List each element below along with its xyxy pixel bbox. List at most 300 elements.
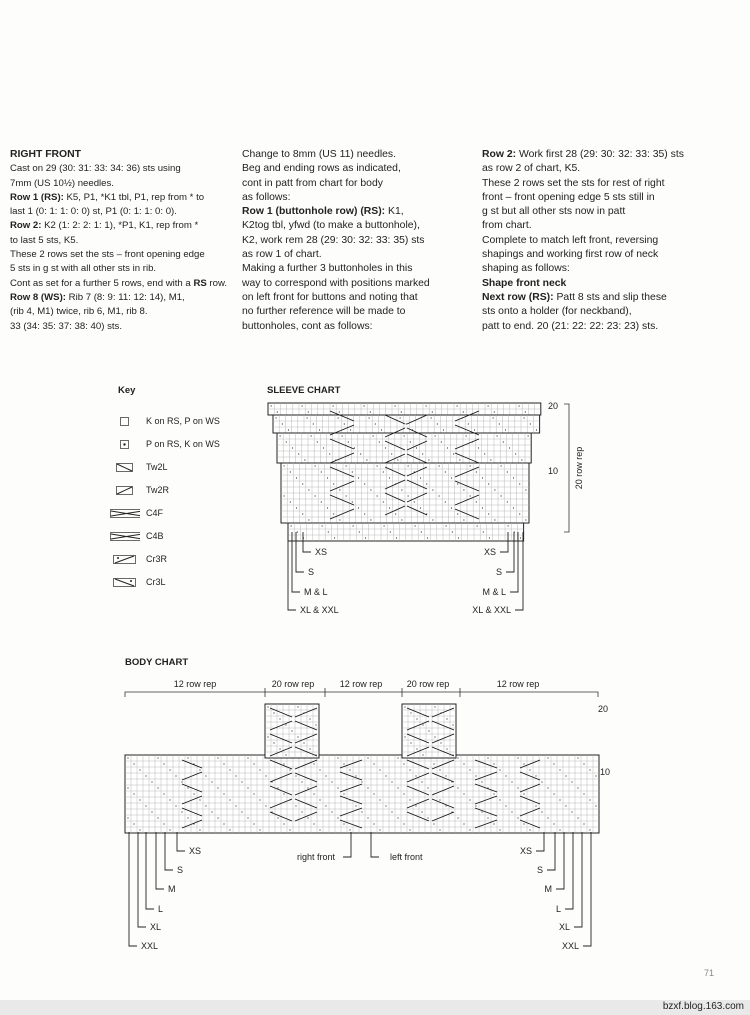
watermark: bzxf.blog.163.com	[662, 1001, 744, 1012]
purl-dot	[395, 405, 396, 406]
purl-dot	[296, 507, 297, 508]
purl-dot	[553, 793, 554, 794]
purl-dot	[469, 769, 470, 770]
purl-dot	[439, 495, 440, 496]
purl-dot	[397, 787, 398, 788]
purl-dot	[511, 811, 512, 812]
purl-dot	[151, 811, 152, 812]
purl-dot	[355, 805, 356, 806]
cable-stroke	[295, 812, 317, 821]
purl-dot	[403, 793, 404, 794]
purl-dot	[370, 519, 371, 520]
cable-stroke	[340, 784, 362, 792]
purl-dot	[377, 465, 378, 466]
purl-dot	[595, 805, 596, 806]
purl-dot	[391, 811, 392, 812]
purl-dot	[379, 441, 380, 442]
instruction-text: sts onto a holder (for neckband),	[482, 306, 632, 318]
purl-dot	[395, 483, 396, 484]
purl-dot	[426, 513, 427, 514]
purl-dot	[358, 507, 359, 508]
purl-dot	[349, 769, 350, 770]
purl-dot	[289, 799, 290, 800]
size-label: M & L	[482, 587, 506, 597]
purl-dot	[521, 459, 522, 460]
instruction-text: Cont as set for a further 5 rows, end with a	[10, 277, 194, 289]
cr3l-icon	[110, 578, 140, 587]
purl-dot	[133, 763, 134, 764]
key-label: Cr3R	[146, 554, 168, 564]
purl-dot	[517, 817, 518, 818]
purl-dot	[145, 775, 146, 776]
cable-stroke	[432, 799, 454, 808]
instruction-text: front – front opening edge 5 sts still in	[482, 191, 655, 203]
size-pointer	[510, 532, 518, 592]
purl-dot	[377, 495, 378, 496]
cable-stroke	[340, 796, 362, 804]
purl-dot	[383, 501, 384, 502]
purl-dot	[470, 465, 471, 466]
instruction-text: g st but all other sts now in patt	[482, 206, 626, 218]
purl-dot	[289, 829, 290, 830]
purl-dot	[517, 787, 518, 788]
cable-stroke	[270, 799, 292, 808]
cable-stroke	[340, 820, 362, 828]
purl-dot	[187, 757, 188, 758]
purl-dot	[494, 411, 495, 412]
purl-dot	[474, 429, 475, 430]
row-label: 20	[598, 704, 609, 714]
purl-dot	[589, 799, 590, 800]
body-chart-title: BODY CHART	[125, 657, 189, 668]
purl-dot	[383, 471, 384, 472]
purl-dot	[571, 811, 572, 812]
instruction-line	[242, 148, 462, 162]
purl-dot	[163, 823, 164, 824]
purl-dot	[193, 763, 194, 764]
instruction-line	[482, 205, 704, 219]
purl-dot	[282, 423, 283, 424]
cable-stroke	[432, 708, 454, 717]
purl-dot	[595, 775, 596, 776]
purl-dot	[304, 459, 305, 460]
purl-dot	[259, 799, 260, 800]
size-pointer	[146, 832, 154, 909]
purl-dot	[482, 477, 483, 478]
cable-stroke	[407, 708, 429, 717]
purl-dot	[547, 817, 548, 818]
purl-dot	[385, 775, 386, 776]
purl-dot	[283, 793, 284, 794]
cable-stroke	[407, 428, 427, 437]
cable-stroke	[295, 747, 317, 756]
purl-dot	[277, 411, 278, 412]
instruction-line	[10, 219, 236, 233]
size-label: S	[536, 865, 543, 875]
purl-dot	[315, 724, 316, 725]
purl-dot	[333, 513, 334, 514]
instruction-line	[482, 248, 704, 262]
purl-dot	[445, 805, 446, 806]
size-pointer	[371, 832, 379, 857]
purl-dot	[181, 811, 182, 812]
cable-stroke	[432, 760, 454, 769]
purl-dot	[501, 495, 502, 496]
purl-dot	[169, 829, 170, 830]
purl-dot	[339, 519, 340, 520]
purl-dot	[307, 757, 308, 758]
purl-dot	[478, 447, 479, 448]
purl-dot	[536, 429, 537, 430]
cable-stroke	[385, 441, 405, 450]
key-label: C4B	[146, 531, 164, 541]
instruction-text: to last 5 sts, K5.	[10, 234, 79, 246]
purl-dot	[499, 423, 500, 424]
purl-dot	[484, 453, 485, 454]
instruction-line	[242, 291, 462, 305]
purl-dot	[361, 811, 362, 812]
purl-dot	[298, 453, 299, 454]
rep-label: 12 row rep	[496, 679, 540, 689]
purl-dot	[334, 537, 335, 538]
purl-dot	[457, 757, 458, 758]
purl-dot	[360, 453, 361, 454]
cable-stroke	[520, 796, 540, 804]
purl-dot	[410, 742, 411, 743]
purl-dot	[285, 754, 286, 755]
purl-dot	[404, 435, 405, 436]
tw2r-icon	[110, 486, 140, 495]
purl-dot	[211, 781, 212, 782]
purl-dot	[508, 525, 509, 526]
cable-stroke	[385, 480, 405, 489]
key-item	[110, 462, 168, 472]
instruction-bold: Row 2:	[10, 220, 42, 232]
cable-stroke	[270, 721, 292, 730]
rep-label: 20 row rep	[271, 679, 315, 689]
purl-dot	[409, 799, 410, 800]
purl-dot	[487, 787, 488, 788]
c4f-icon	[110, 509, 140, 518]
cable-stroke	[330, 509, 354, 519]
purl-dot	[303, 712, 304, 713]
purl-dot	[489, 537, 490, 538]
cable-stroke	[407, 506, 427, 515]
purl-dot	[277, 787, 278, 788]
purl-dot	[441, 441, 442, 442]
purl-dot	[169, 769, 170, 770]
purl-dot	[307, 787, 308, 788]
purl-dot	[279, 718, 280, 719]
page-number: 71	[704, 968, 715, 978]
size-label: XL	[558, 922, 570, 932]
cable-stroke	[407, 760, 429, 769]
purl-dot	[223, 763, 224, 764]
size-pointer	[292, 532, 300, 592]
purl-dot	[440, 742, 441, 743]
purl-dot	[346, 495, 347, 496]
cable-stroke	[432, 773, 454, 782]
sleeve-chart-step-frame	[277, 433, 531, 463]
purl-dot	[529, 829, 530, 830]
purl-dot	[396, 537, 397, 538]
size-label: S	[177, 865, 184, 875]
purl-dot	[285, 724, 286, 725]
purl-dot	[309, 748, 310, 749]
purl-dot	[463, 763, 464, 764]
purl-dot	[505, 429, 506, 430]
key-label: K on RS, P on WS	[146, 416, 220, 426]
purl-dot	[420, 507, 421, 508]
purl-dot	[139, 829, 140, 830]
purl-dot	[307, 817, 308, 818]
purl-dot	[403, 823, 404, 824]
purl-dot	[583, 823, 584, 824]
instruction-line	[242, 177, 462, 191]
cable-stroke	[407, 441, 427, 450]
purl-dot	[406, 423, 407, 424]
purl-dot	[445, 775, 446, 776]
row-label: 10	[548, 466, 559, 476]
cable-stroke	[385, 467, 405, 476]
size-pointer	[177, 832, 185, 851]
purl-dot	[313, 823, 314, 824]
purl-dot	[415, 805, 416, 806]
purl-dot	[267, 736, 268, 737]
purl-dot	[494, 519, 495, 520]
purl-dot	[565, 775, 566, 776]
purl-dot	[553, 763, 554, 764]
sleeve-chart-step-frame	[268, 403, 541, 415]
purl-dot	[385, 447, 386, 448]
purl-dot	[343, 763, 344, 764]
purl-dot	[373, 763, 374, 764]
purl-dot	[451, 781, 452, 782]
purl-dot	[426, 483, 427, 484]
cable-stroke	[432, 721, 454, 730]
purl-dot	[315, 754, 316, 755]
cable-stroke	[475, 796, 497, 804]
size-label: XS	[519, 846, 532, 856]
purl-dot	[463, 793, 464, 794]
instruction-line	[482, 320, 704, 334]
instruction-text: row.	[206, 277, 228, 289]
size-pointer	[156, 832, 164, 889]
instruction-bold: Row 2:	[482, 149, 517, 160]
size-label: XS	[315, 547, 328, 557]
size-pointer	[506, 532, 514, 572]
instruction-text: as row 2 of chart, K5.	[482, 163, 581, 175]
purl-dot	[483, 531, 484, 532]
cable-stroke	[455, 453, 479, 463]
purl-dot	[235, 775, 236, 776]
purl-dot	[349, 799, 350, 800]
purl-dot	[313, 763, 314, 764]
purl-dot	[410, 712, 411, 713]
purl-dot	[493, 763, 494, 764]
size-pointer	[138, 832, 146, 927]
size-label: XL & XXL	[472, 605, 511, 615]
size-label: S	[495, 567, 502, 577]
purl-dot	[139, 799, 140, 800]
purl-dot	[589, 829, 590, 830]
instruction-line	[482, 234, 704, 248]
purl-dot	[389, 477, 390, 478]
purl-dot	[525, 411, 526, 412]
instruction-line	[482, 191, 704, 205]
instruction-text: 33 (34: 35: 37: 38: 40) sts.	[10, 320, 122, 332]
purl-dot	[373, 823, 374, 824]
purl-dot	[446, 718, 447, 719]
purl-dot	[302, 483, 303, 484]
purl-dot	[517, 757, 518, 758]
purl-dot	[487, 757, 488, 758]
purl-dot	[547, 787, 548, 788]
instruction-line	[482, 305, 704, 319]
footer-bar	[0, 1000, 750, 1015]
purl-dot	[273, 742, 274, 743]
purl-dot	[390, 531, 391, 532]
instruction-line	[482, 219, 704, 233]
purl-dot	[288, 429, 289, 430]
purl-dot	[350, 429, 351, 430]
purl-dot	[469, 829, 470, 830]
purl-dot	[410, 441, 411, 442]
purl-dot	[280, 435, 281, 436]
purl-dot	[259, 829, 260, 830]
purl-dot	[217, 757, 218, 758]
purl-dot	[271, 405, 272, 406]
purl-dot	[421, 811, 422, 812]
rep-bracket	[564, 404, 569, 532]
purl-dot	[333, 405, 334, 406]
cable-stroke	[455, 467, 479, 477]
purl-dot	[427, 537, 428, 538]
purl-dot	[229, 769, 230, 770]
purl-dot	[344, 423, 345, 424]
purl-dot	[451, 507, 452, 508]
instruction-text: 5 sts in g st with all other sts in rib.	[10, 263, 157, 275]
purl-dot	[290, 501, 291, 502]
purl-dot	[367, 757, 368, 758]
purl-dot	[507, 471, 508, 472]
purl-dot	[329, 453, 330, 454]
purl-dot	[313, 423, 314, 424]
instruction-line	[242, 248, 462, 262]
cable-stroke	[407, 747, 429, 756]
purl-dot	[519, 405, 520, 406]
purl-dot	[157, 787, 158, 788]
purl-dot	[427, 787, 428, 788]
instruction-line	[242, 262, 462, 276]
purl-dot	[462, 417, 463, 418]
body-chart-panel-frame	[265, 704, 319, 758]
instruction-text: way to correspond with positions marked	[242, 277, 430, 289]
purl-dot	[381, 429, 382, 430]
cable-stroke	[330, 467, 354, 477]
purl-dot	[513, 477, 514, 478]
cable-stroke	[330, 453, 354, 463]
rep-label: 20 row rep	[574, 446, 584, 490]
purl-dot	[223, 823, 224, 824]
purl-dot	[277, 817, 278, 818]
purl-dot	[279, 748, 280, 749]
cable-stroke	[295, 773, 317, 782]
purl-dot	[391, 453, 392, 454]
instruction-bold: Row 1 (RS):	[10, 191, 64, 203]
purl-dot	[428, 730, 429, 731]
purl-dot	[313, 793, 314, 794]
cable-stroke	[295, 721, 317, 730]
instruction-text: buttonholes, cont as follows:	[242, 320, 373, 332]
purl-dot	[577, 787, 578, 788]
cable-stroke	[270, 760, 292, 769]
purl-dot	[541, 781, 542, 782]
purl-dot	[133, 823, 134, 824]
purl-dot	[303, 537, 304, 538]
cable-stroke	[330, 495, 354, 505]
purl-dot	[359, 531, 360, 532]
instruction-text: Work first 28 (29: 30: 32: 33: 35) sts	[516, 149, 684, 160]
purl-dot	[308, 411, 309, 412]
cable-stroke	[182, 796, 202, 804]
cable-stroke	[475, 808, 497, 816]
purl-dot	[217, 817, 218, 818]
purl-dot	[476, 501, 477, 502]
purl-dot	[235, 805, 236, 806]
purl-dot	[414, 471, 415, 472]
cable-stroke	[407, 734, 429, 743]
instruction-line	[242, 305, 462, 319]
purl-dot	[169, 799, 170, 800]
instruction-line	[10, 177, 236, 191]
row-label: 10	[600, 767, 611, 777]
purl-dot	[333, 483, 334, 484]
purl-dot	[466, 435, 467, 436]
instruction-bold: Row 1 (buttonhole row) (RS):	[242, 206, 386, 218]
c4b-icon	[110, 532, 140, 541]
instruction-line	[10, 320, 236, 334]
purl-dot	[367, 817, 368, 818]
purl-dot	[325, 775, 326, 776]
purl-dot	[422, 724, 423, 725]
size-pointer	[303, 532, 311, 552]
purl-dot	[490, 459, 491, 460]
cable-stroke	[340, 760, 362, 768]
instruction-text: 7mm (US 10½) needles.	[10, 177, 114, 189]
purl-dot	[475, 775, 476, 776]
size-pointer	[583, 832, 591, 946]
purl-dot	[523, 763, 524, 764]
purl-dot	[497, 435, 498, 436]
instruction-line	[10, 277, 236, 291]
purl-dot	[379, 799, 380, 800]
instruction-text: (rib 4, M1) twice, rib 6, M1, rib 8.	[10, 306, 148, 318]
purl-dot	[397, 817, 398, 818]
purl-dot	[379, 829, 380, 830]
rep-label: 20 row rep	[406, 679, 450, 689]
purl-dot	[412, 429, 413, 430]
purl-dot	[501, 465, 502, 466]
purl-dot	[290, 471, 291, 472]
purl-dot	[259, 769, 260, 770]
instruction-text: Change to 8mm (US 11) needles.	[242, 149, 397, 160]
instruction-text: as follows:	[242, 191, 291, 203]
purl-dot	[404, 736, 405, 737]
purl-dot	[408, 495, 409, 496]
purl-dot	[445, 471, 446, 472]
purl-dot	[470, 495, 471, 496]
